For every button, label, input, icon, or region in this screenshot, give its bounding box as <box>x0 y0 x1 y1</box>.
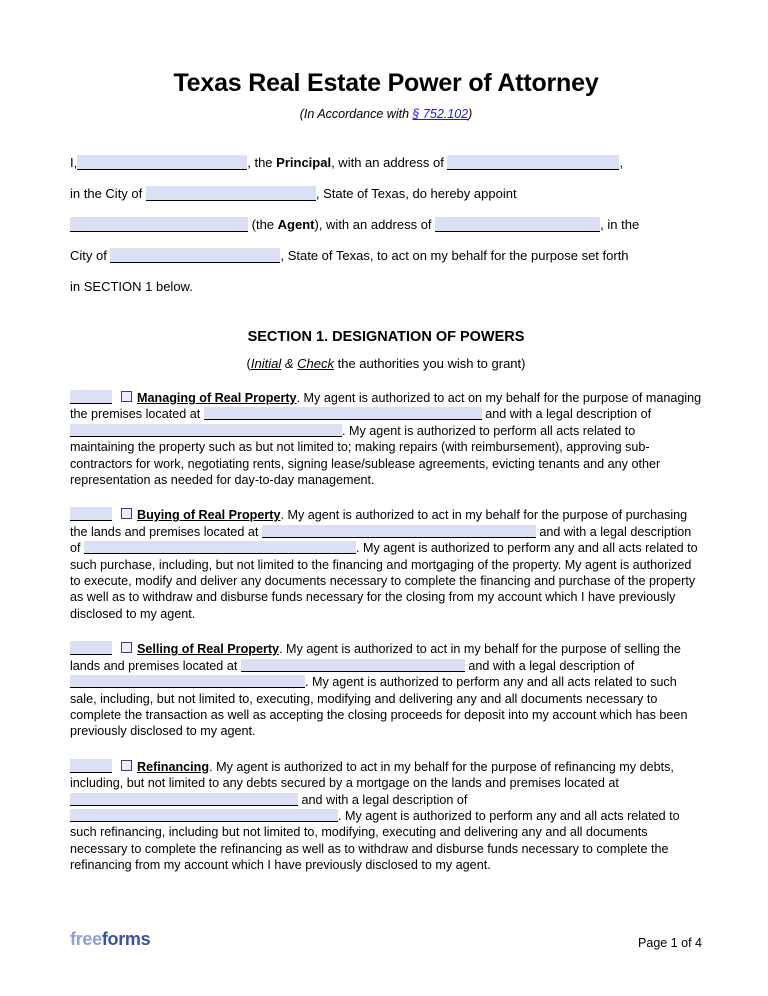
section-1-subheading <box>70 356 702 371</box>
clause-title-buying: Buying of Real Property <box>137 508 281 523</box>
intro-paragraph <box>70 147 702 302</box>
checkbox-icon-selling[interactable] <box>121 642 132 653</box>
statute-link[interactable]: § 752.102 <box>412 107 469 121</box>
clause-buying-p3: . My agent is authorized to perform any and all acts related to such purchase, including, but not limited to the financing and mortgaging of the property. My agent is authorized to execute, modify and deliver any documents necessary to complete the financing and purchase of the property as well as to withdraw and disburse funds necessary for the closing from my account which I have previously disclosed to my agent. <box>70 541 698 621</box>
selling-premises-field[interactable] <box>241 659 465 672</box>
intro-l3-a: (the <box>251 217 278 232</box>
sub-initial: Initial <box>250 356 282 371</box>
agent-city-field[interactable] <box>110 248 280 263</box>
logo-text-forms: forms <box>101 929 151 949</box>
clause-refinancing-p2: and with a legal description of <box>301 792 468 807</box>
refinancing-legal-description-field[interactable] <box>70 809 338 822</box>
clause-selling-p3: . My agent is authorized to perform any and all acts related to such sale, including, but not limited to, executing, modifying and delivering any and all documents necessary to complete the transaction as well as accepting the closing proceeds for deposit into my account which has been previously disclosed to my agent. <box>70 675 688 739</box>
checkbox-icon-refinancing[interactable] <box>121 760 132 771</box>
intro-l5: in SECTION 1 below. <box>70 279 193 294</box>
managing-legal-description-field[interactable] <box>70 424 342 437</box>
refinancing-premises-field[interactable] <box>70 793 298 806</box>
clause-managing-p1: . My agent is authorized to act on my behalf for the purpose of managing the premises located at <box>70 391 702 422</box>
sub-rest: the authorities you wish to grant) <box>333 356 526 371</box>
selling-legal-description-field[interactable] <box>70 675 305 688</box>
intro-line-4 <box>70 240 702 271</box>
clause-title-selling: Selling of Real Property <box>137 642 280 657</box>
page-footer <box>70 929 702 950</box>
intro-line-1 <box>70 147 702 178</box>
intro-l2-b: , State of Texas, do hereby appoint <box>315 186 517 201</box>
sub-amp: & <box>281 356 298 371</box>
intro-line-5 <box>70 271 702 302</box>
clause-buying-p1: . My agent is authorized to act in my behalf for the purpose of purchasing the lands and premises located at <box>70 508 688 539</box>
initial-field-managing[interactable] <box>70 390 112 404</box>
intro-l2-a: in the City of <box>70 186 146 201</box>
section-1-heading: SECTION 1. DESIGNATION OF POWERS <box>247 329 525 345</box>
page-title: Texas Real Estate Power of Attorney <box>173 69 599 97</box>
clause-selling-p2: and with a legal description of <box>468 658 635 673</box>
clause-selling-p1: . My agent is authorized to act in my behalf for the purpose of selling the lands and premises located at <box>70 642 681 673</box>
clause-managing-p2: and with a legal description of <box>485 407 652 422</box>
intro-l4-a: City of <box>70 248 111 263</box>
agent-address-field[interactable] <box>435 217 600 232</box>
agent-term: Agent <box>277 217 315 232</box>
clause-refinancing-p3: . My agent is authorized to perform any and all acts related to such refinancing, including but not limited to, modifying, executing and delivering any and all documents necessary to complete the refinancing as well as to withdraw and disburse funds necessary to complete the refinancing from my account which I have previously disclosed to my agent. <box>70 808 680 873</box>
intro-l1-d: , <box>619 155 624 170</box>
clause-refinancing-p1: . My agent is authorized to act in my behalf for the purpose of refinancing my debts, including, but not limited to any debts secured by a mortgage on the lands and premises located at <box>70 759 674 791</box>
freeforms-logo <box>70 929 150 950</box>
logo-text-free: free <box>70 929 102 949</box>
checkbox-icon-managing[interactable] <box>121 391 132 402</box>
sub-check: Check <box>297 356 334 371</box>
buying-legal-description-field[interactable] <box>84 541 356 554</box>
intro-l4-b: , State of Texas, to act on my behalf for the purpose set forth <box>280 248 629 263</box>
statute-suffix: ) <box>468 107 473 121</box>
clause-title-refinancing: Refinancing <box>137 759 210 774</box>
clause-refinancing <box>70 759 702 874</box>
clause-title-managing: Managing of Real Property <box>137 391 297 405</box>
checkbox-icon-buying[interactable] <box>121 508 132 519</box>
clause-managing-p3: . My agent is authorized to perform all acts related to maintaining the property such as but not limited to; making repairs (with reimbursement), approving sub-contractors for work, negotiating rents, signing lease/sublease agreements, evicting tenants and any other representation as needed for day-to-day management. <box>70 423 661 488</box>
principal-name-field[interactable] <box>77 155 247 170</box>
intro-l1-c: , with an address of <box>331 155 448 170</box>
intro-l1-a: I, <box>70 155 78 170</box>
managing-premises-field[interactable] <box>204 407 482 420</box>
buying-premises-field[interactable] <box>262 525 536 538</box>
initial-field-refinancing[interactable] <box>70 759 112 773</box>
intro-line-2 <box>70 178 702 209</box>
clause-buying-real-property <box>70 507 702 622</box>
initial-field-selling[interactable] <box>70 641 112 655</box>
intro-line-3 <box>70 209 702 240</box>
statute-reference <box>70 107 702 121</box>
sub-open: ( <box>246 356 251 371</box>
clause-buying-p2: and with a legal description of <box>70 524 692 556</box>
intro-l3-b: ), with an address of <box>314 217 436 232</box>
initial-field-buying[interactable] <box>70 507 112 521</box>
principal-city-field[interactable] <box>146 186 316 201</box>
intro-l1-b: , the <box>247 155 277 170</box>
agent-name-field[interactable] <box>70 217 248 232</box>
page-number: Page 1 of 4 <box>638 936 702 950</box>
clause-managing-real-property <box>70 390 702 488</box>
clause-selling-real-property <box>70 641 702 739</box>
statute-prefix: (In Accordance with <box>299 107 413 121</box>
principal-term: Principal <box>276 155 332 170</box>
intro-l3-c: , in the <box>600 217 640 232</box>
principal-address-field[interactable] <box>447 155 619 170</box>
